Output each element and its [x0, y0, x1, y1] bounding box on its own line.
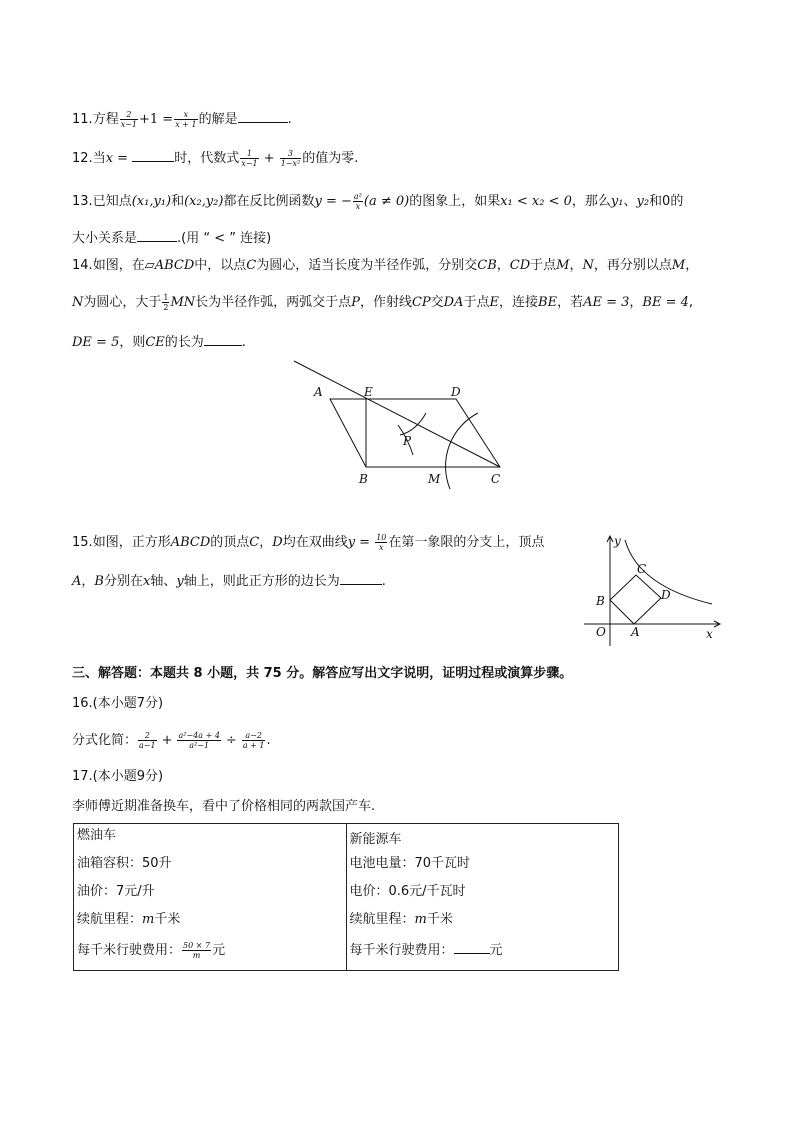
q16-fraction-3-den: a + 1	[242, 741, 265, 750]
q14-text: 如图，在	[92, 258, 145, 273]
q16-fraction-1-num: 2	[138, 731, 157, 741]
q13-fraction-num: a²	[353, 192, 362, 201]
q15-text: 轴、	[150, 574, 177, 589]
q14-var: DA	[443, 295, 464, 310]
q12-text-2: 时，代数式	[174, 151, 240, 166]
q12-fraction-2-num: 3	[280, 149, 302, 159]
q14-var: M	[556, 258, 570, 273]
q13-text-4: 的图象上，如果	[409, 194, 501, 209]
q13-line2-hint: .(用 “ < ” 连接)	[177, 231, 272, 246]
fig-label-c: C	[637, 562, 647, 576]
ev-car-cost-label: 每千米行驶费用：	[349, 943, 454, 958]
q14-var: CD	[509, 258, 531, 273]
fuel-car-cost	[77, 934, 343, 968]
fig-label-c: C	[491, 472, 501, 486]
fuel-car-range	[77, 906, 343, 934]
fig-label-m: M	[428, 472, 441, 486]
car-comparison-table	[73, 823, 619, 971]
fig-label-d: D	[661, 588, 671, 602]
q16-fraction-2-num: a²−4a + 4	[178, 731, 220, 740]
q14-text: 交	[430, 295, 444, 310]
fuel-car-cost-label: 每千米行驶费用：	[77, 943, 182, 958]
q15-fraction-num: 10	[376, 533, 387, 542]
q16-fraction-1	[138, 731, 157, 750]
q14-text: 为圆心，大于	[83, 295, 162, 310]
q14-parallelogram: ▱ABCD	[144, 258, 195, 273]
q12-fraction-1-num: 1	[240, 149, 258, 159]
fuel-car-range-label: 续航里程：	[77, 912, 143, 927]
question-13	[72, 192, 683, 212]
q11-fraction-1	[120, 110, 138, 129]
q13-fraction	[353, 192, 363, 211]
q14-text: .	[241, 335, 246, 350]
q14-text: ，	[685, 258, 699, 273]
q13-text-1: 已知点	[92, 194, 132, 209]
q13-line2-text: 大小关系是	[72, 231, 138, 246]
q11-fraction-1-den: x−1	[120, 120, 138, 129]
q14-half-den: 2	[163, 303, 169, 312]
q14-text: 于点	[463, 295, 490, 310]
fuel-car-cost-num: 50 × 7	[183, 941, 211, 950]
q16-fraction-3	[242, 731, 266, 750]
q13-fraction-den: x	[355, 202, 361, 211]
ev-car-title: 新能源车	[349, 832, 402, 847]
q14-var: C	[246, 258, 257, 273]
q16-fraction-2	[177, 731, 220, 750]
fig-label-d: D	[451, 385, 461, 399]
q12-fraction-1	[240, 149, 258, 168]
question-number: 15.	[72, 535, 93, 550]
q15-text: 均在双曲线	[282, 535, 348, 550]
question-14-line-3	[72, 331, 246, 353]
ev-car-cell	[346, 824, 619, 971]
square-abcd	[610, 575, 661, 624]
q15-var: C	[249, 535, 260, 550]
fuel-car-title: 燃油车	[77, 828, 117, 843]
q14-text: 为圆心，适当长度为半径作弧，分别交	[256, 258, 478, 273]
question-12	[72, 147, 358, 169]
q14-condition: DE = 5	[72, 335, 120, 350]
q16-fraction-3-num: a−2	[242, 731, 266, 741]
q11-plus-one: +1 =	[139, 112, 174, 127]
q15-func: y =	[347, 535, 375, 550]
fuel-car-cost-fraction	[182, 941, 211, 960]
q14-var: CB	[477, 258, 497, 273]
ev-car-cost-unit: 元	[489, 943, 503, 958]
q13-text-5: ，那么	[571, 194, 611, 209]
q14-text: ，则	[119, 335, 146, 350]
q14-text: 于点	[530, 258, 557, 273]
q11-text-1: 方程	[92, 112, 119, 127]
q14-text: ,	[688, 295, 694, 310]
q16-plus: +	[161, 733, 173, 748]
q15-var: y	[176, 574, 184, 589]
q11-fraction-2-den: x + 1	[175, 120, 197, 129]
q14-text: 长为半径作弧，两弧交于点	[195, 295, 352, 310]
ev-car-price: 电价：0.6元/千瓦时	[349, 884, 466, 899]
ev-car-cost	[350, 934, 616, 968]
question-14	[72, 256, 698, 276]
ev-car-range-label: 续航里程：	[349, 912, 415, 927]
answer-blank[interactable]	[238, 108, 288, 123]
q15-text: 分别在	[103, 574, 143, 589]
question-16	[72, 731, 271, 751]
q14-var: E	[489, 295, 499, 310]
fuel-car-tank: 油箱容积：50升	[77, 856, 172, 871]
q15-var: x	[142, 574, 151, 589]
q14-text: ，	[569, 258, 583, 273]
q12-fraction-2-den: 1−x²	[280, 159, 301, 168]
question-number: 12.	[72, 151, 93, 166]
q13-condition: (a ≠ 0)	[363, 194, 410, 209]
section-3-heading: 三、解答题：本题共 8 小题，共 75 分。解答应写出文字说明，证明过程或演算步骤。	[72, 666, 573, 681]
q14-var: MN	[170, 295, 196, 310]
fig-label-e: E	[364, 385, 373, 399]
q13-text-2: 和	[171, 194, 185, 209]
fig-label-b: B	[596, 594, 605, 608]
q14-half	[162, 293, 169, 312]
arc-from-n	[400, 413, 426, 435]
fuel-car-range-var: m	[142, 912, 155, 927]
q13-point-1: (x₁,y₁)	[131, 194, 172, 209]
answer-blank[interactable]	[340, 570, 382, 585]
fig-label-b: B	[359, 472, 368, 486]
q13-func-lhs: y = −	[314, 194, 352, 209]
q16-end: .	[266, 733, 271, 748]
q14-text: ，若	[557, 295, 584, 310]
q12-fraction-2	[280, 149, 302, 168]
q15-var: B	[94, 574, 104, 589]
q15-text: 的顶点	[210, 535, 250, 550]
q15-text: 在第一象限的分支上，顶点	[388, 535, 545, 550]
ev-car-range	[350, 906, 616, 934]
q13-text-7: 和0的	[649, 194, 684, 209]
answer-blank[interactable]	[204, 331, 242, 346]
fig-label-x: x	[706, 627, 713, 641]
q15-var: A	[72, 574, 82, 589]
q15-hyperbola-figure	[580, 528, 725, 650]
question-number: 14.	[72, 258, 93, 273]
question-11	[72, 108, 292, 130]
question-17-head: 17.(本小题9分)	[72, 769, 164, 784]
answer-blank[interactable]	[137, 227, 177, 242]
q14-var: CE	[145, 335, 165, 350]
q14-text: 中，以点	[194, 258, 247, 273]
q11-end: .	[287, 112, 292, 127]
question-number: 11.	[72, 112, 93, 127]
question-number: 13.	[72, 194, 93, 209]
question-13-line-2	[72, 227, 271, 249]
answer-blank[interactable]	[132, 147, 174, 162]
q14-var: CP	[411, 295, 431, 310]
q14-parallelogram-figure	[280, 355, 520, 495]
fuel-car-cost-den: m	[192, 951, 201, 960]
q11-text-2: 的解是	[198, 112, 238, 127]
q15-text: 轴上，则此正方形的边长为	[183, 574, 340, 589]
q14-text: ，连接	[499, 295, 539, 310]
fig-label-p: P	[403, 434, 412, 448]
q14-var: BE	[538, 295, 558, 310]
fig-label-o: O	[596, 625, 606, 639]
question-16-head: 16.(本小题7分)	[72, 696, 164, 711]
question-15	[72, 533, 544, 553]
q16-text: 分式化简：	[72, 733, 138, 748]
q13-text-3: 都在反比例函数	[223, 194, 315, 209]
ev-car-range-unit: 千米	[426, 912, 453, 927]
q13-y2: y₂	[636, 194, 650, 209]
q15-text: .	[381, 574, 386, 589]
q11-fraction-1-num: 2	[120, 110, 138, 120]
q15-text: 如图，正方形	[92, 535, 171, 550]
q14-var: P	[351, 295, 360, 310]
q13-text-6: 、	[623, 194, 637, 209]
fuel-car-price: 油价：7元/升	[77, 884, 155, 899]
q15-text: ，	[259, 535, 273, 550]
q15-fraction	[375, 533, 387, 552]
q14-var: M	[671, 258, 686, 273]
fuel-car-range-unit: 千米	[154, 912, 181, 927]
q13-point-2: (x₂,y₂)	[184, 194, 224, 209]
q12-fraction-1-den: x−1	[241, 159, 258, 168]
q14-text: ，	[496, 258, 510, 273]
fig-label-a: A	[314, 385, 323, 399]
q12-eq: =	[113, 151, 133, 166]
parallelogram-abcd	[330, 399, 500, 467]
q12-plus: +	[259, 151, 279, 166]
q11-fraction-2	[174, 110, 197, 129]
q14-condition: BE = 4	[642, 295, 689, 310]
q16-fraction-2-den: a²−1	[189, 741, 210, 750]
fuel-car-cost-unit: 元	[212, 943, 226, 958]
q15-fraction-den: x	[379, 543, 384, 552]
q14-var: N	[72, 295, 84, 310]
q13-inequality: x₁ < x₂ < 0	[500, 194, 572, 209]
q12-text-1: 当	[92, 151, 106, 166]
fig-label-a: A	[631, 625, 640, 639]
q15-var: ABCD	[170, 535, 211, 550]
fuel-car-cell	[74, 824, 347, 971]
q12-var: x	[105, 151, 114, 166]
q14-half-num: 1	[163, 293, 169, 302]
q16-fraction-1-den: a−1	[139, 741, 156, 750]
arc-center-c	[446, 413, 478, 489]
question-17-intro: 李师傅近期准备换车，看中了价格相同的两款国产车.	[72, 799, 376, 814]
q15-var: D	[272, 535, 283, 550]
ev-car-range-var: m	[414, 912, 427, 927]
q14-text: ，	[629, 295, 643, 310]
q16-divide: ÷	[225, 733, 237, 748]
q14-text: 的长为	[164, 335, 204, 350]
q14-text: ，再分别以点	[593, 258, 672, 273]
ray-cp	[294, 361, 500, 467]
q14-condition: AE = 3	[583, 295, 630, 310]
ev-car-battery: 电池电量：70千瓦时	[349, 856, 471, 871]
answer-blank[interactable]	[454, 939, 490, 954]
table-row	[74, 824, 619, 971]
question-15-line-2	[72, 570, 386, 592]
q14-var: N	[582, 258, 594, 273]
q11-fraction-2-num: x	[174, 110, 197, 120]
q14-text: ，作射线	[359, 295, 412, 310]
q13-y1: y₁	[610, 194, 624, 209]
q12-text-3: 的值为零.	[302, 151, 359, 166]
q15-text: ，	[81, 574, 95, 589]
question-14-line-2	[72, 293, 693, 313]
fig-label-y: y	[614, 534, 621, 548]
